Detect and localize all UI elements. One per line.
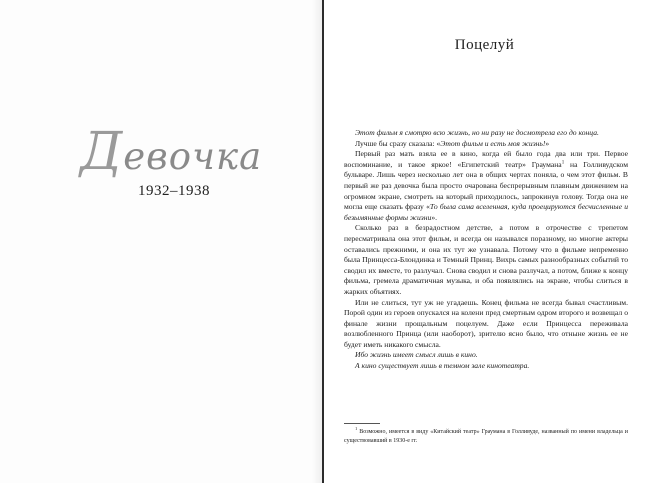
paragraph-2-prefix: Лучше бы сразу сказала: « — [355, 138, 441, 148]
gutter-shadow — [312, 0, 322, 483]
paragraph-2 — [344, 139, 628, 150]
section-title-initial: Д — [80, 122, 124, 182]
paragraph-2-suffix: » — [545, 138, 550, 148]
footnote-number: 1 — [355, 426, 358, 431]
paragraph-2-italic: Этот фильм и есть моя жизнь! — [440, 138, 546, 148]
paragraph-5: Или не слиться, тут уж не угадаешь. Конец фильма не всегда бывал счастливым. Порой один из героев опускался на колени пред смертным одром второго и возвещал о финале жизни прощальным поцелуем. Даже если Принцесса переживала возлюбленного Принца (или наоборот), зрителю ясно было, что отныне жизнь ее не будет иметь никакого смысла. — [344, 297, 628, 349]
paragraph-3-b: на Голливудском бульваре. Лишь через несколько лет она в общих чертах поняла, о чем этот фильм. В первый же раз девочка была просто очарована беспрерывным плавным движением на огромном экране, смотреть на который приходилось, запрокинув голову. Тогда она не могла еще сказать фразу « — [344, 159, 628, 212]
footnote-paragraph — [344, 428, 628, 445]
section-title — [80, 122, 280, 182]
footnote-rule — [344, 423, 380, 424]
paragraph-7: А кино существует лишь в темном зале кинотеатра. — [355, 361, 530, 371]
left-page — [0, 0, 322, 483]
paragraph-3-a: Первый раз мать взяла ее в кино, когда ей было года два или три. Первое воспоминание, и такое яркое! «Египетский театр» Граумана — [344, 149, 628, 169]
footnote-text: Возможно, имеется в виду «Китайский театр» Граумана в Голливуде, названный по имени владельца и существовавший в 1930-е гг. — [344, 429, 628, 444]
footnote — [344, 428, 628, 445]
paragraph-3 — [344, 149, 628, 223]
paragraph-3-c: ». — [431, 212, 438, 222]
section-years: 1932–1938 — [138, 183, 210, 199]
paragraph-6: Ибо жизнь имеет смысл лишь в кино. — [355, 350, 478, 360]
footnote-mark: 1 — [561, 160, 565, 166]
paragraph-4: Сколько раз в безрадостном детстве, а потом в отрочестве с трепетом пересматривала она этот фильм, и всегда он назывался поразному, но многие актеры оставались прежними, и она их тут же узнавала. Потому что в фильме непременно была Принцесса-Блондинка и Темный Принц. Вихрь самых разнообразных событий то сводил их вместе, то разлучал. Снова сводил и снова разлучал, а потом, ближе к концу фильма, гремела драматичная музыка, и оба появлялись на экране, чтобы слиться в жарких объятиях. — [344, 223, 628, 296]
section-title-rest: евочка — [123, 135, 263, 178]
paragraph-1: Этот фильм я смотрю всю жизнь, но ни разу не досмотрела его до конца. — [355, 128, 599, 137]
chapter-title: Поцелуй — [454, 37, 515, 53]
paragraph-3-italic: То была сама вселенная, куда проецируются бесчисленные и безымянные формы жизни — [344, 202, 628, 222]
right-page — [324, 0, 645, 483]
body-text — [344, 128, 628, 372]
